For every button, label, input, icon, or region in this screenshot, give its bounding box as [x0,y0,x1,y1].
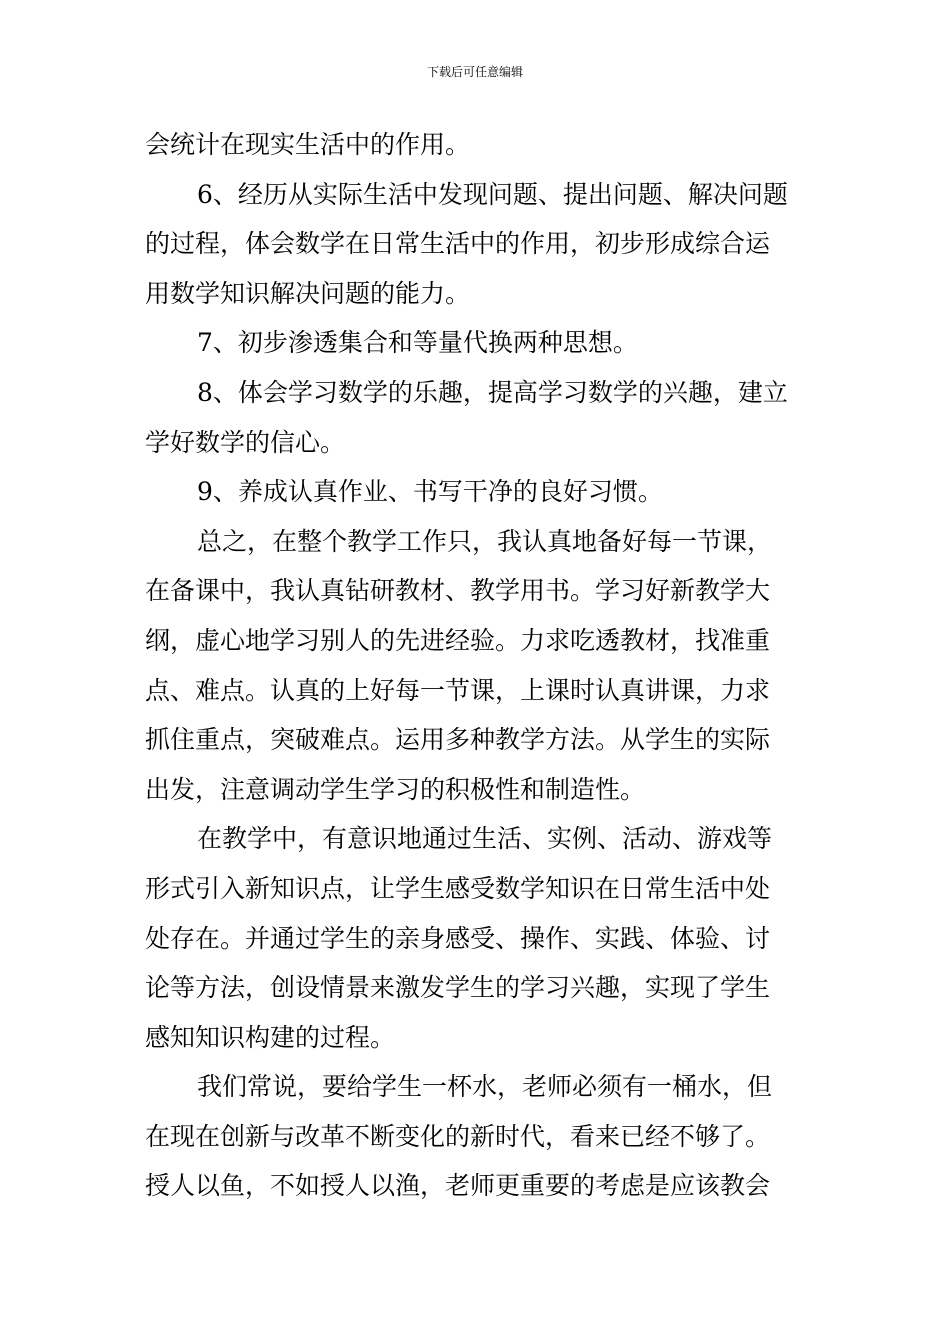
text-line: 的过程，体会数学在日常生活中的作用，初步形成综合运 [145,229,771,259]
text-line: 论等方法，创设情景来激发学生的学习兴趣，实现了学生 [145,973,771,1003]
text-line: 在备课中，我认真钻研教材、教学用书。学习好新教学大 [145,576,771,606]
text-line: 7、初步渗透集合和等量代换两种思想。 [197,328,638,358]
text-line: 我们常说，要给学生一杯水，老师必须有一桶水，但 [197,1072,773,1102]
text-line: 形式引入新知识点，让学生感受数学知识在日常生活中处 [145,873,771,903]
text-line: 用数学知识解决问题的能力。 [145,278,471,308]
text-line: 授人以鱼，不如授人以渔，老师更重要的考虑是应该教会 [145,1171,771,1201]
text-line: 学好数学的信心。 [145,427,346,457]
text-line: 8、体会学习数学的乐趣，提高学习数学的兴趣，建立 [197,377,788,407]
text-line: 点、难点。认真的上好每一节课，上课时认真讲课，力求 [145,675,771,705]
text-line: 会统计在现实生活中的作用。 [145,130,471,159]
text-line: 6、经历从实际生活中发现问题、提出问题、解决问题 [197,179,788,209]
text-line: 在教学中，有意识地通过生活、实例、活动、游戏等 [197,824,773,854]
page-header: 下载后可任意编辑 [426,65,523,79]
text-line: 抓住重点，突破难点。运用多种教学方法。从学生的实际 [145,725,771,755]
text-line: 感知知识构建的过程。 [145,1022,396,1052]
text-line: 总之，在整个教学工作只，我认真地备好每一节课， [197,526,773,556]
text-line: 9、养成认真作业、书写干净的良好习惯。 [197,477,663,507]
text-line: 处存在。并通过学生的亲身感受、操作、实践、体验、讨 [145,923,771,953]
text-line: 纲，虚心地学习别人的先进经验。力求吃透教材，找准重 [145,625,771,655]
text-line: 出发，注意调动学生学习的积极性和制造性。 [145,774,646,804]
text-line: 在现在创新与改革不断变化的新时代，看来已经不够了。 [145,1121,771,1151]
document-body [145,120,810,1211]
